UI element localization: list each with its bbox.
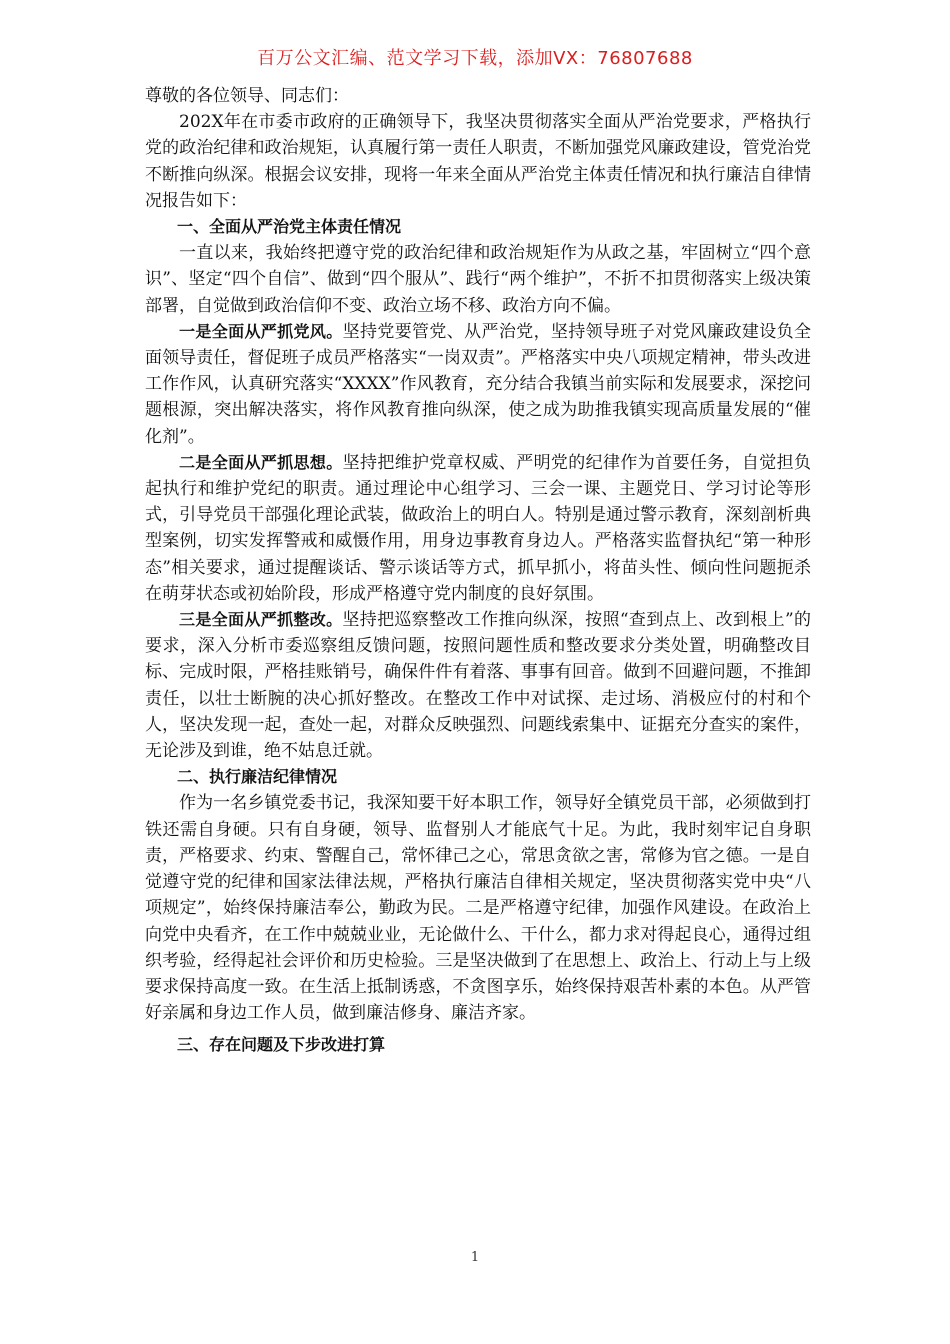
section1-paragraph: 一直以来，我始终把遵守党的政治纪律和政治规矩作为从政之基，牢固树立“四个意识”、坚定“四个自信”、做到“四个服从”、践行“两个维护”，不折不扣贯彻落实上级决策部署，自觉做到政治信仰不变、政治立场不移、政治方向不偏。 — [145, 243, 811, 316]
section-heading-1: 一、全面从严治党主体责任情况 — [177, 217, 402, 237]
section2-paragraph: 作为一名乡镇党委书记，我深知要干好本职工作，领导好全镇党员干部，必须做到打铁还需自身硬。只有自身硬，领导、监督别人才能底气十足。为此，我时刻牢记自身职责，严格要求、约束、警醒自己，常怀律己之心，常思贪欲之害，常修为官之德。一是自觉遵守党的纪律和国家法律法规，严格执行廉洁自律相关规定，坚决贯彻落实党中央“八项规定”，始终保持廉洁奉公，勤政为民。二是严格遵守纪律，加强作风建设。在政治上向党中央看齐，在工作中兢兢业业，无论做什么、干什么，都力求对得起良心，通得过组织考验，经得起社会评价和历史检验。三是坚决做到了在思想上、政治上、行动上与上级要求保持高度一致。在生活上抵制诱惑，不贪图享乐，始终保持艰苦朴素的本色。从严管好亲属和身边工作人员，做到廉洁修身、廉洁齐家。 — [145, 793, 811, 1024]
item-text: 坚持把维护党章权威、严明党的纪律作为首要任务，自觉担负起执行和维护党纪的职责。通过理论中心组学习、三会一课、主题党日、学习讨论等形式，引导党员干部强化理论武装，做政治上的明白人。特别是通过警示教育，深刻剖析典型案例，切实发挥警戒和威慑作用，用身边事教育身边人。严格落实监督执纪“第一种形态”相关要求，通过提醒谈话、警示谈话等方式，抓早抓小，将苗头性、倾向性问题扼杀在萌芽状态或初始阶段，形成严格遵守党内制度的良好氛围。 — [145, 452, 811, 604]
salutation: 尊敬的各位领导、同志们： — [145, 86, 349, 106]
download-banner: 百万公文汇编、范文学习下载，添加VX：76807688 — [257, 48, 693, 69]
section1-item-1 — [145, 319, 811, 450]
item-lead: 一是全面从严抓党风。 — [179, 321, 343, 341]
item-lead: 二是全面从严抓思想。 — [179, 452, 343, 472]
item-text: 坚持把巡察整改工作推向纵深，按照“查到点上、改到根上”的要求，深入分析市委巡察组反馈问题，按照问题性质和整改要求分类处置，明确整改目标、完成时限，严格挂账销号，确保件件有着落、事事有回音。做到不回避问题，不推卸责任，以壮士断腕的决心抓好整改。在整改工作中对试探、走过场、消极应付的村和个人，坚决发现一起，查处一起，对群众反映强烈、问题线索集中、证据充分查实的案件，无论涉及到谁，绝不姑息迁就。 — [145, 610, 811, 762]
section-heading-3: 三、存在问题及下步改进打算 — [177, 1035, 386, 1055]
section1-item-2 — [145, 450, 811, 607]
intro-paragraph: 202X年在市委市政府的正确领导下，我坚决贯彻落实全面从严治党要求，严格执行党的政治纪律和政治规矩，认真履行第一责任人职责，不断加强党风廉政建设，管党治党不断推向纵深。根据会议安排，现将一年来全面从严治党主体责任情况和执行廉洁自律情况报告如下： — [145, 112, 811, 211]
document-body — [145, 83, 811, 1059]
page-number: 1 — [470, 1250, 480, 1265]
item-lead: 三是全面从严抓整改。 — [179, 610, 343, 630]
section1-item-3 — [145, 607, 811, 764]
section-heading-2: 二、执行廉洁纪律情况 — [177, 767, 338, 787]
item-text: 坚持党要管党、从严治党，坚持领导班子对党风廉政建设负全面领导责任，督促班子成员严格落实“一岗双责”。严格落实中央八项规定精神，带头改进工作作风，认真研究落实“XXXX”作风教育，充分结合我镇当前实际和发展要求，深挖问题根源，突出解决落实，将作风教育推向纵深，使之成为助推我镇实现高质量发展的“催化剂”。 — [145, 321, 811, 447]
